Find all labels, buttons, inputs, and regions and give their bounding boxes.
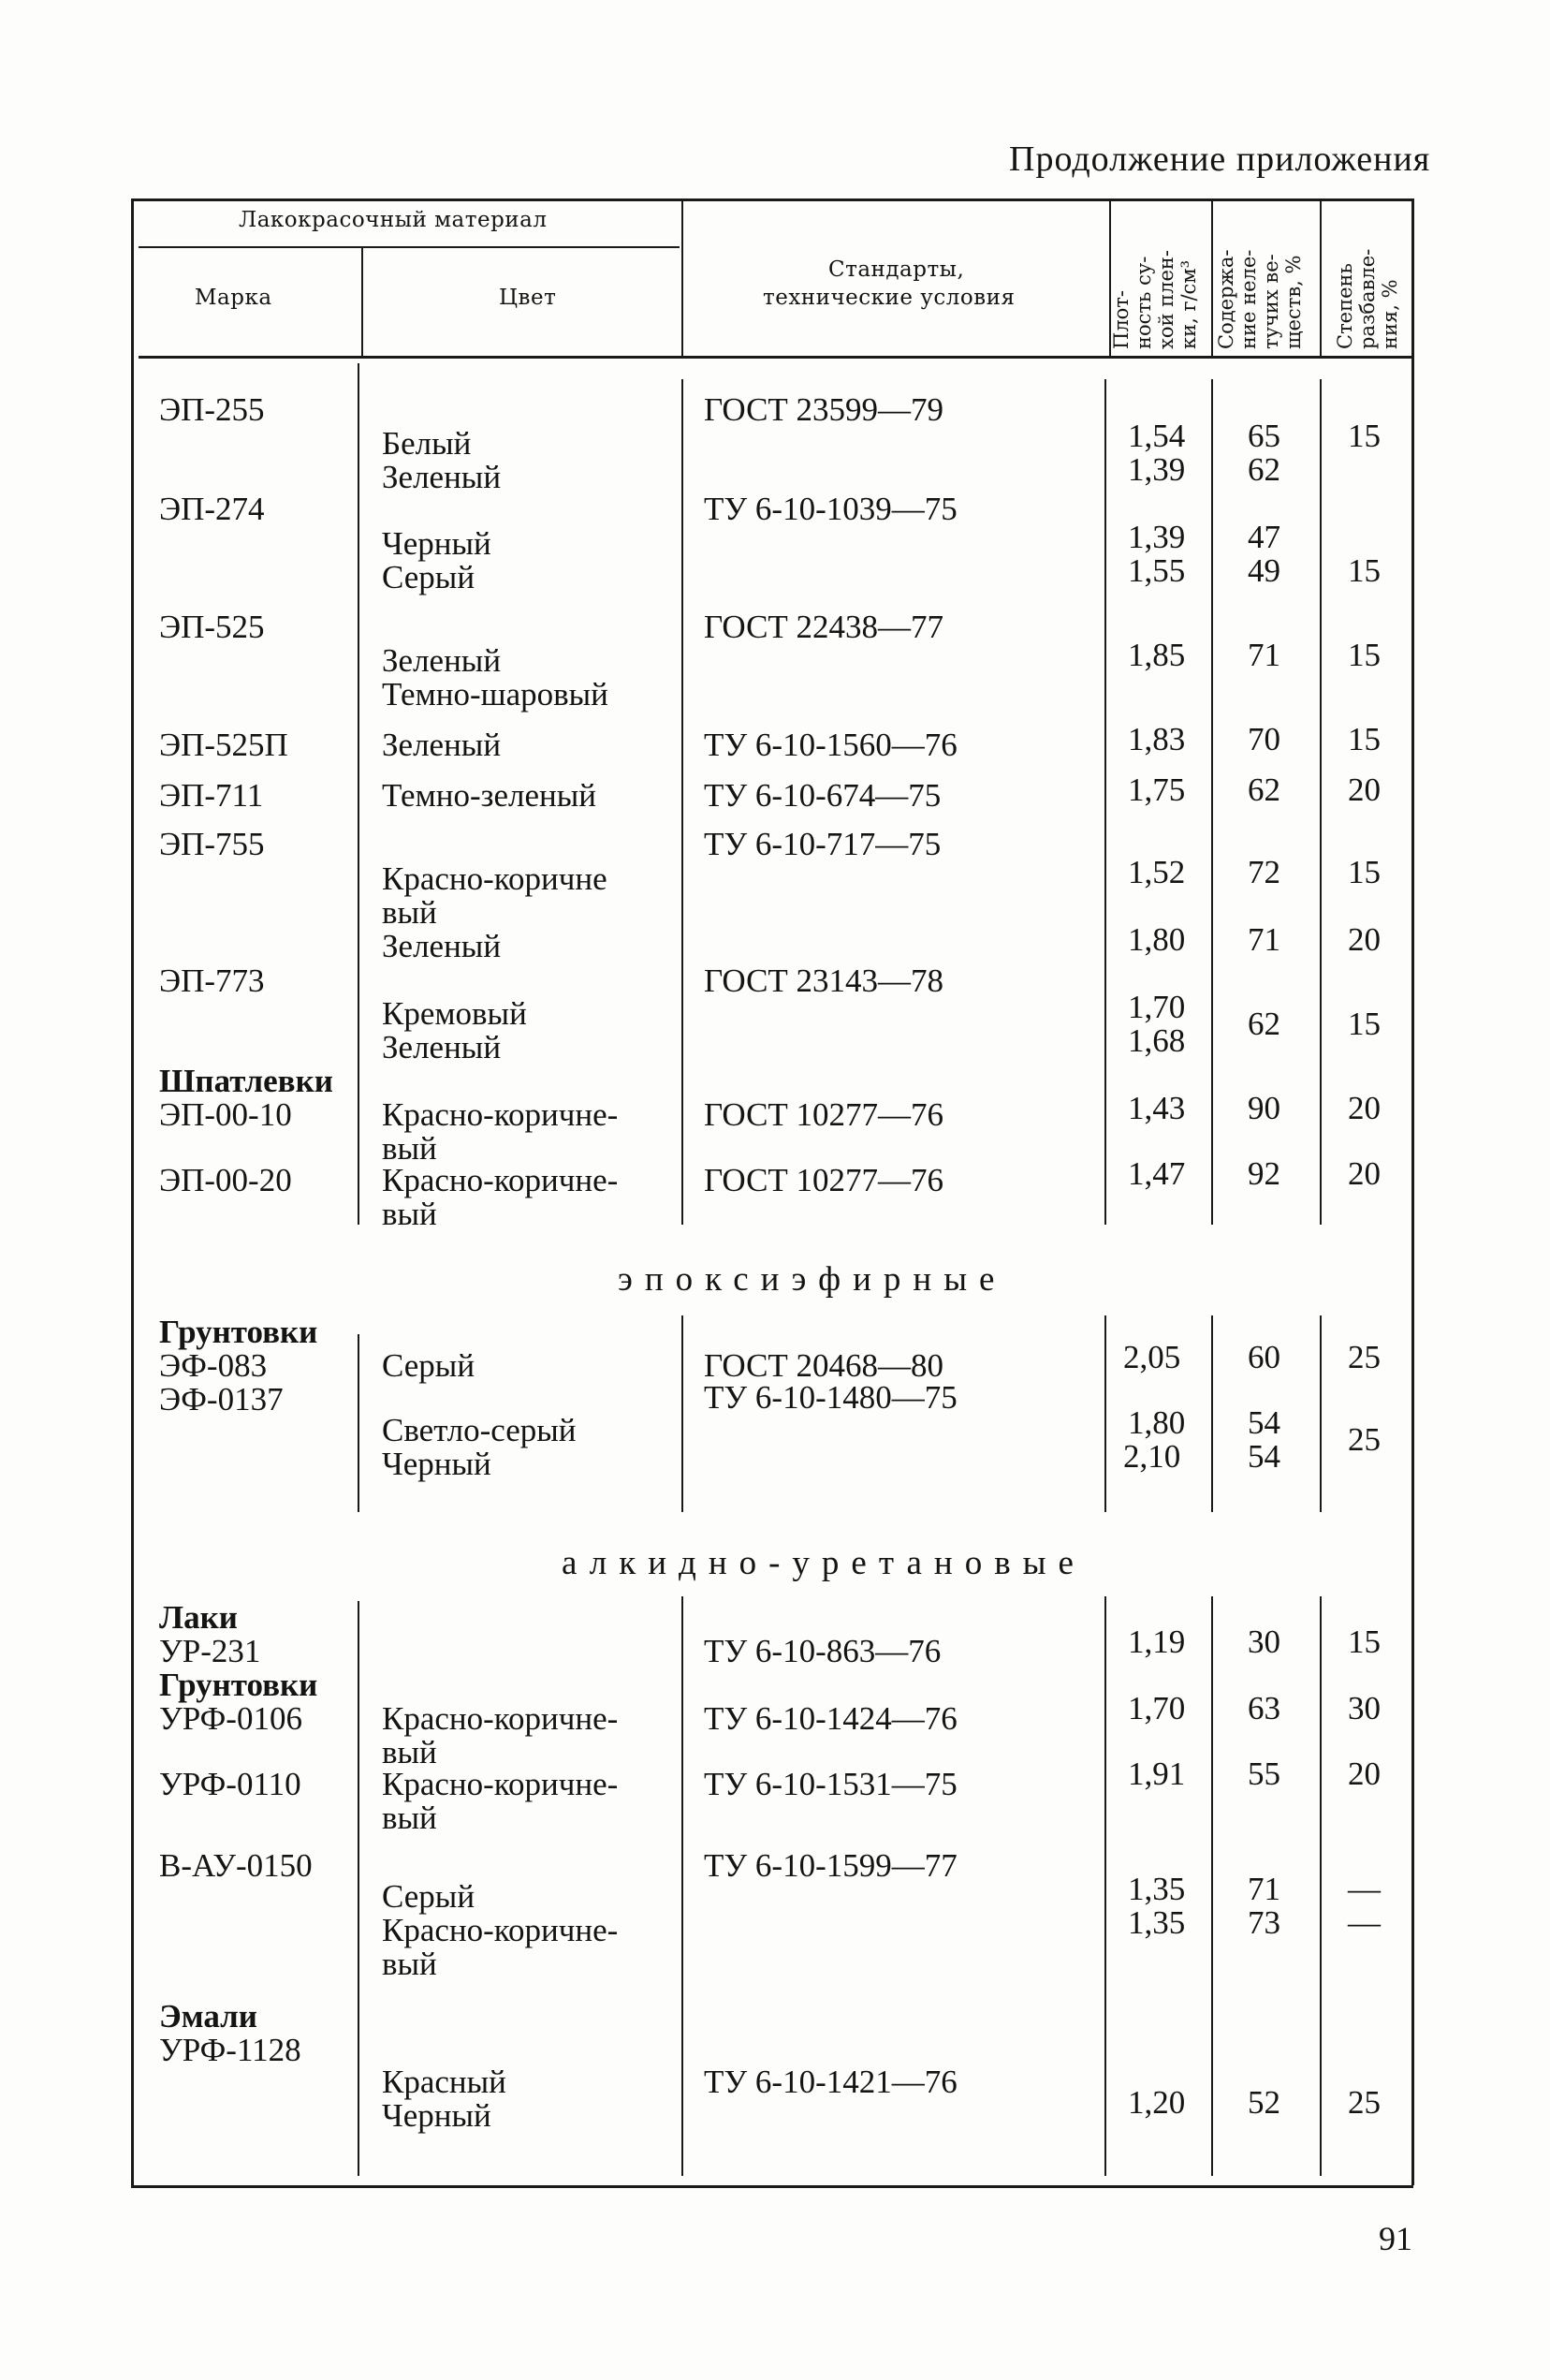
header-bottom-rule xyxy=(139,356,1413,359)
nonvolatile-cell: 54 xyxy=(1248,1438,1280,1475)
standard-cell: ТУ 6-10-1424—76 xyxy=(704,1700,958,1737)
nonvolatile-cell: 63 xyxy=(1248,1690,1280,1726)
body-vline xyxy=(681,1596,683,2176)
density-cell: 1,80 xyxy=(1128,1404,1186,1441)
mark-group-label: Лаки xyxy=(159,1599,238,1636)
nonvolatile-cell: 49 xyxy=(1248,552,1280,589)
mark-cell: УР-231 xyxy=(159,1633,261,1669)
dilution-cell: 25 xyxy=(1348,1339,1381,1375)
mark-cell: ЭП-755 xyxy=(159,826,265,862)
color-cell: Серый xyxy=(382,1878,475,1915)
color-cell: Зеленый xyxy=(382,928,502,964)
dilution-cell: 20 xyxy=(1348,1155,1381,1192)
nonvolatile-cell: 70 xyxy=(1248,721,1280,757)
density-cell: 1,55 xyxy=(1128,552,1186,589)
body-vline xyxy=(1320,379,1322,1225)
left-border xyxy=(131,198,134,2185)
density-cell: 1,70 xyxy=(1128,989,1186,1025)
page-number: 91 xyxy=(1379,2220,1412,2257)
color-cell: вый xyxy=(382,1734,437,1770)
color-cell: Светло-серый xyxy=(382,1412,577,1448)
mark-cell: ЭП-00-20 xyxy=(159,1162,292,1198)
standard-cell: ТУ 6-10-1421—76 xyxy=(704,2064,958,2100)
color-cell: вый xyxy=(382,1196,437,1232)
dilution-cell: 15 xyxy=(1348,1623,1381,1660)
standards-header-l2: технические условия xyxy=(763,286,1016,310)
nonvolatile-cell: 62 xyxy=(1248,451,1280,488)
density-cell: 1,20 xyxy=(1128,2084,1186,2121)
mark-cell: ЭП-00-10 xyxy=(159,1096,292,1133)
dilution-cell: 15 xyxy=(1348,418,1381,454)
dilution-cell: 30 xyxy=(1348,1690,1381,1726)
color-cell: вый xyxy=(382,1800,437,1836)
mark-header: Марка xyxy=(195,286,272,310)
mark-group-label: Эмали xyxy=(159,1998,257,2035)
nonvolatile-cell: 60 xyxy=(1248,1339,1280,1375)
dilution-cell: 20 xyxy=(1348,1090,1381,1126)
mark-cell: УРФ-0110 xyxy=(159,1766,301,1802)
density-cell: 1,52 xyxy=(1128,854,1186,890)
color-cell: Темно-шаровый xyxy=(382,676,608,713)
standard-cell: ТУ 6-10-1039—75 xyxy=(704,491,958,527)
color-cell: Серый xyxy=(382,559,475,595)
standard-cell: ГОСТ 23599—79 xyxy=(704,391,944,428)
mark-cell: ЭП-525П xyxy=(159,727,288,763)
color-cell: вый xyxy=(382,1130,437,1167)
table-top-rule xyxy=(131,198,1413,201)
density-cell: 1,39 xyxy=(1128,519,1186,555)
dilution-cell: 20 xyxy=(1348,1756,1381,1792)
density-cell: 1,83 xyxy=(1128,721,1186,757)
hdr-vline xyxy=(361,248,363,356)
standard-cell: ГОСТ 23143—78 xyxy=(704,962,944,999)
section-epoxyester: эпоксиэфирные xyxy=(618,1260,1007,1299)
nonvolatile-cell: 92 xyxy=(1248,1155,1280,1192)
density-cell: 1,47 xyxy=(1128,1155,1186,1192)
standard-cell: ТУ 6-10-863—76 xyxy=(704,1633,942,1669)
dilution-header: Степень разбавле- ния, % xyxy=(1334,248,1401,349)
color-cell: Красно-коричне- xyxy=(382,1766,619,1802)
density-cell: 2,05 xyxy=(1123,1339,1181,1375)
density-cell: 1,68 xyxy=(1128,1022,1186,1059)
density-cell: 1,19 xyxy=(1128,1623,1186,1660)
section-alkyd-urethane: алкидно-уретановые xyxy=(562,1544,1086,1582)
standard-cell: ТУ 6-10-1560—76 xyxy=(704,727,958,763)
dilution-cell: 15 xyxy=(1348,1006,1381,1042)
color-cell: Зеленый xyxy=(382,1029,502,1065)
standard-cell: ГОСТ 22438—77 xyxy=(704,609,944,645)
right-border xyxy=(1411,198,1414,2185)
mark-cell: В-АУ-0150 xyxy=(159,1847,313,1884)
standards-header-l1: Стандарты, xyxy=(828,257,965,282)
mark-group-label: Грунтовки xyxy=(159,1314,318,1350)
mark-cell: УРФ-1128 xyxy=(159,2032,301,2068)
nonvolatile-cell: 62 xyxy=(1248,771,1280,808)
mark-cell: ЭФ-0137 xyxy=(159,1381,284,1418)
dilution-cell: 20 xyxy=(1348,771,1381,808)
density-cell: 1,80 xyxy=(1128,921,1186,958)
standard-cell: ТУ 6-10-674—75 xyxy=(704,777,942,814)
nonvolatile-cell: 55 xyxy=(1248,1756,1280,1792)
nonvolatile-cell: 72 xyxy=(1248,854,1280,890)
density-header: Плот- ность су- хой плен- ки, г/см³ xyxy=(1110,249,1200,349)
mark-cell: ЭП-773 xyxy=(159,962,265,999)
dilution-cell: 25 xyxy=(1348,1421,1381,1458)
dilution-cell: 15 xyxy=(1348,637,1381,673)
body-vline xyxy=(1320,1596,1322,2176)
dilution-cell: — xyxy=(1348,1904,1381,1941)
density-cell: 1,85 xyxy=(1128,637,1186,673)
color-cell: Зеленый xyxy=(382,727,502,763)
nonvolatile-header: Содержа- ние неле- тучих ве- ществ, % xyxy=(1215,249,1305,349)
hdr-vline xyxy=(1320,201,1322,356)
body-vline xyxy=(358,1334,359,1512)
standard-cell: ТУ 6-10-1599—77 xyxy=(704,1847,958,1884)
body-vline xyxy=(681,379,683,1225)
nonvolatile-cell: 71 xyxy=(1248,637,1280,673)
mark-cell: ЭФ-083 xyxy=(159,1347,268,1384)
dilution-cell: 15 xyxy=(1348,721,1381,757)
color-cell: вый xyxy=(382,1946,437,1982)
color-cell: Серый xyxy=(382,1347,475,1384)
color-cell: вый xyxy=(382,894,437,931)
color-cell: Красно-коричне- xyxy=(382,1700,619,1737)
color-cell: Черный xyxy=(382,1446,491,1482)
body-vline xyxy=(1320,1315,1322,1512)
density-cell: 1,75 xyxy=(1128,771,1186,808)
nonvolatile-cell: 62 xyxy=(1248,1006,1280,1042)
mark-group-label: Шпатлевки xyxy=(159,1063,333,1099)
body-vline xyxy=(1211,1596,1213,2176)
density-cell: 1,91 xyxy=(1128,1756,1186,1792)
color-cell: Белый xyxy=(382,425,472,462)
color-cell: Красно-коричне- xyxy=(382,1162,619,1198)
standard-cell: ГОСТ 10277—76 xyxy=(704,1096,944,1133)
dilution-cell: — xyxy=(1348,1871,1381,1907)
standard-cell: ГОСТ 20468—80 xyxy=(704,1347,944,1384)
mark-cell: ЭП-255 xyxy=(159,391,265,428)
dilution-cell: 20 xyxy=(1348,921,1381,958)
dilution-cell: 15 xyxy=(1348,854,1381,890)
color-header: Цвет xyxy=(499,286,557,310)
material-sub-rule xyxy=(139,246,680,248)
nonvolatile-cell: 52 xyxy=(1248,2084,1280,2121)
density-cell: 1,54 xyxy=(1128,418,1186,454)
color-cell: Красно-коричне- xyxy=(382,1912,619,1948)
nonvolatile-cell: 71 xyxy=(1248,1871,1280,1907)
standard-cell: ТУ 6-10-1480—75 xyxy=(704,1379,958,1416)
density-cell: 1,35 xyxy=(1128,1871,1186,1907)
dilution-cell: 25 xyxy=(1348,2084,1381,2121)
color-cell: Темно-зеленый xyxy=(382,777,596,814)
color-cell: Черный xyxy=(382,525,491,562)
mark-cell: ЭП-274 xyxy=(159,491,265,527)
nonvolatile-cell: 30 xyxy=(1248,1623,1280,1660)
continuation-title: Продолжение приложения xyxy=(1009,140,1431,179)
standard-cell: ТУ 6-10-1531—75 xyxy=(704,1766,958,1802)
body-vline xyxy=(1104,1315,1106,1512)
body-vline xyxy=(1211,379,1213,1225)
mark-cell: УРФ-0106 xyxy=(159,1700,302,1737)
color-cell: Кремовый xyxy=(382,995,527,1032)
density-cell: 2,10 xyxy=(1123,1438,1181,1475)
mark-cell: ЭП-525 xyxy=(159,609,265,645)
body-vline xyxy=(358,363,359,1225)
body-vline xyxy=(358,1601,359,2176)
dilution-cell: 15 xyxy=(1348,552,1381,589)
hdr-vline xyxy=(681,201,683,356)
density-cell: 1,43 xyxy=(1128,1090,1186,1126)
standard-cell: ГОСТ 10277—76 xyxy=(704,1162,944,1198)
hdr-vline xyxy=(1211,201,1213,356)
material-header: Лакокрасочный материал xyxy=(239,208,548,232)
color-cell: Красный xyxy=(382,2064,506,2100)
table-bottom-rule xyxy=(131,2185,1413,2188)
nonvolatile-cell: 65 xyxy=(1248,418,1280,454)
nonvolatile-cell: 71 xyxy=(1248,921,1280,958)
mark-group-label: Грунтовки xyxy=(159,1667,318,1703)
body-vline xyxy=(1211,1315,1213,1512)
body-vline xyxy=(681,1315,683,1512)
color-cell: Зеленый xyxy=(382,642,502,679)
color-cell: Красно-коричне xyxy=(382,860,607,897)
nonvolatile-cell: 90 xyxy=(1248,1090,1280,1126)
nonvolatile-cell: 54 xyxy=(1248,1404,1280,1441)
density-cell: 1,35 xyxy=(1128,1904,1186,1941)
color-cell: Красно-коричне- xyxy=(382,1096,619,1133)
color-cell: Черный xyxy=(382,2097,491,2134)
color-cell: Зеленый xyxy=(382,459,502,495)
density-cell: 1,39 xyxy=(1128,451,1186,488)
mark-cell: ЭП-711 xyxy=(159,777,264,814)
body-vline xyxy=(1104,379,1106,1225)
density-cell: 1,70 xyxy=(1128,1690,1186,1726)
nonvolatile-cell: 47 xyxy=(1248,519,1280,555)
body-vline xyxy=(1104,1596,1106,2176)
nonvolatile-cell: 73 xyxy=(1248,1904,1280,1941)
standard-cell: ТУ 6-10-717—75 xyxy=(704,826,942,862)
